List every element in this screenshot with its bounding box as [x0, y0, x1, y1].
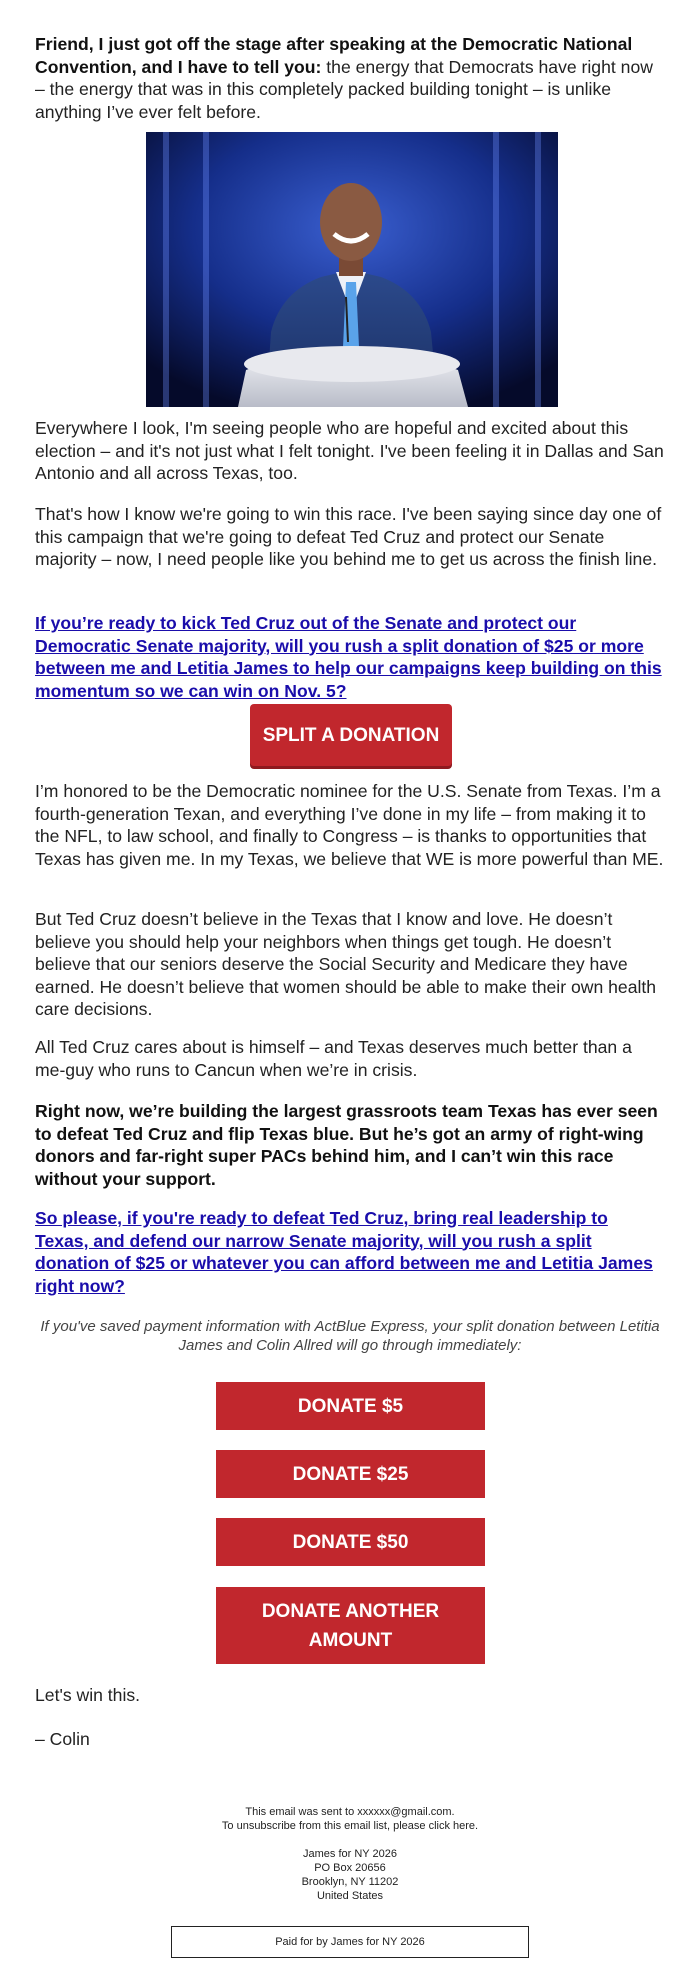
- footer-unsubscribe-line: [0, 1820, 700, 1834]
- footer-address-3: Brooklyn, NY 11202: [301, 1876, 399, 1888]
- footer-sent-line: [0, 1806, 700, 1820]
- paragraph-cruz-beliefs: But Ted Cruz doesn’t believe in the Texas that I know and love. He doesn’t believe you should help your neighbors when things get tough. He doesn’t believe that our seniors deserve the Social Security and Medicare they have earned. He doesn’t believe that women should be able to make their own health care decisions.: [35, 909, 657, 1019]
- paragraph-cruz-himself: All Ted Cruz cares about is himself – and Texas deserves much better than a me-guy who runs to Cancun when we’re in crisis.: [35, 1037, 632, 1080]
- paragraph-win-race: That's how I know we're going to win this race. I've been saying since day one of this campaign that we're going to defeat Ted Cruz and protect our Senate majority – now, I need people like you behind me to get us across the finish line.: [35, 504, 662, 569]
- donate-50-button[interactable]: DONATE $50: [216, 1518, 485, 1566]
- paragraph-grassroots: Right now, we’re building the largest grassroots team Texas has ever seen to defeat Ted Cruz and flip Texas blue. But he’s got an army of right-wing donors and far-right super PACs behind him, and I can’t win this race without your support.: [35, 1101, 658, 1189]
- footer-address-4: United States: [316, 1890, 384, 1902]
- split-donation-button[interactable]: SPLIT A DONATION: [250, 704, 452, 766]
- donate-5-button[interactable]: DONATE $5: [216, 1382, 485, 1430]
- donation-link-2-wrap: [35, 1207, 665, 1297]
- paragraph-everywhere: Everywhere I look, I'm seeing people who are hopeful and excited about this election – and it's not just what I felt tonight. I've been feeling it in Dallas and San Antonio and all across Texas, too.: [35, 418, 664, 483]
- donate-other-amount-button[interactable]: DONATE ANOTHER AMOUNT: [216, 1587, 485, 1664]
- donate-25-button[interactable]: DONATE $25: [216, 1450, 485, 1498]
- donation-link-1-wrap: [35, 612, 665, 702]
- intro-bold: Friend, I just got off the stage after speaking at the Democratic National Convention, and I have to tell you:: [35, 34, 633, 77]
- intro-paragraph: [35, 33, 665, 123]
- footer-unsub-suffix: .: [475, 1820, 479, 1832]
- footer-unsub-prefix: To unsubscribe from this email list, please: [221, 1820, 429, 1832]
- paid-for-box: Paid for by James for NY 2026: [171, 1926, 529, 1958]
- intro-rest: the energy that Democrats have right now – the energy that was in this completely packed building tonight – is unlike anything I’ve ever felt before.: [35, 56, 653, 122]
- footer-address-2: PO Box 20656: [314, 1862, 386, 1874]
- closing-line: Let's win this.: [35, 1685, 141, 1705]
- footer-sent-prefix: This email was sent to: [245, 1806, 358, 1818]
- footer-address-1: James for NY 2026: [303, 1848, 397, 1860]
- donation-link-1[interactable]: If you’re ready to kick Ted Cruz out of the Senate and protect our Democratic Senate majority, will you rush a split donation of $25 or more between me and Letitia James to help our campaigns keep building on this momentum so we can win on Nov. 5?: [35, 613, 662, 701]
- footer-sent-suffix: .: [451, 1806, 455, 1818]
- donation-link-2[interactable]: So please, if you're ready to defeat Ted Cruz, bring real leadership to Texas, and defend our narrow Senate majority, will you rush a split donation of $25 or whatever you can afford between me and Letitia James right now?: [35, 1208, 653, 1296]
- signature: – Colin: [35, 1729, 90, 1749]
- speaker-photo: [146, 132, 558, 407]
- unsubscribe-link[interactable]: click here: [428, 1820, 476, 1832]
- paragraph-nominee: I’m honored to be the Democratic nominee for the U.S. Senate from Texas. I’m a fourth-generation Texan, and everything I’ve done in my life – from making it to the NFL, to law school, and finally to Congress – is thanks to opportunities that Texas has given me. In my Texas, we believe that WE is more powerful than ME.: [35, 781, 664, 869]
- actblue-express-note: If you've saved payment information with ActBlue Express, your split donation between Letitia James and Colin Allred will go through immediately:: [40, 1318, 660, 1354]
- footer-email: xxxxxx@gmail.com: [357, 1806, 452, 1818]
